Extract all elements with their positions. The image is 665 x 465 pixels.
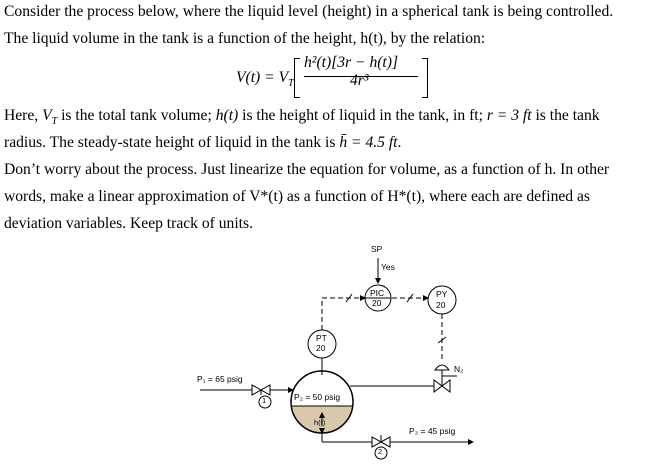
- equation-lhs-text: V(t) = V: [236, 69, 289, 86]
- pic-label-top: PIC: [370, 288, 385, 298]
- right-bracket: [422, 58, 428, 98]
- equation-lhs: [236, 69, 294, 89]
- tank-pressure-label: P₂ = 50 psig: [294, 392, 341, 402]
- paragraph-1-line-1: Consider the process below, where the liquid level (height) in a spherical tank is being controlled.: [4, 3, 614, 20]
- valve-actuator: [435, 365, 449, 370]
- text-segment: is the height of liquid in the tank, in ft;: [238, 107, 487, 124]
- valve-1-number: 1: [262, 396, 267, 405]
- math-vt: [42, 107, 58, 128]
- equation-numerator: h²(t)[3r − h(t)]: [304, 54, 399, 71]
- pt-label-bottom: 20: [316, 343, 326, 353]
- setpoint-label: SP: [371, 244, 383, 254]
- process-diagram: [195, 240, 475, 462]
- inlet-pressure-label: P₁ = 65 psig: [197, 374, 243, 384]
- equation-lhs-sub: T: [288, 78, 294, 90]
- math-ht: h(t): [215, 107, 239, 124]
- text-segment: Here,: [4, 107, 43, 124]
- text-segment: is the total tank volume;: [57, 107, 216, 124]
- paragraph-2-line-3: Don’t worry about the process. Just linearize the equation for volume, as a function of h. In other: [4, 161, 610, 178]
- yes-label: Yes: [381, 262, 395, 272]
- pic-label-bottom: 20: [372, 298, 382, 308]
- text-segment: radius. The steady-state height of liquid in the tank is: [4, 134, 340, 151]
- height-label: h(t): [314, 418, 326, 427]
- py-label-top: PY: [436, 289, 448, 299]
- paragraph-2-line-2: [4, 129, 401, 156]
- text-segment: .: [397, 134, 402, 151]
- math-radius: r = 3 ft: [486, 107, 532, 124]
- outlet-pressure-label: P₃ = 45 psig: [409, 426, 456, 436]
- paragraph-2-line-5: deviation variables. Keep track of units.: [4, 215, 253, 232]
- equation-denominator: 4r³: [350, 72, 369, 89]
- pt-label-top: PT: [316, 333, 327, 343]
- paragraph-2-line-4: words, make a linear approximation of V*(t) as a function of H*(t), where each are defined as: [4, 188, 590, 205]
- text-segment: is the tank: [531, 107, 600, 124]
- math-steady-height: h̄ = 4.5 ft: [339, 134, 398, 151]
- nitrogen-label: N₂: [454, 364, 464, 374]
- py-label-bottom: 20: [436, 300, 446, 310]
- left-bracket: [294, 58, 300, 98]
- math-sub-t: T: [51, 116, 58, 128]
- paragraph-1-line-2: The liquid volume in the tank is a function of the height, h(t), by the relation:: [4, 30, 486, 47]
- math-v: V: [42, 107, 52, 124]
- valve-2-number: 2: [378, 447, 383, 456]
